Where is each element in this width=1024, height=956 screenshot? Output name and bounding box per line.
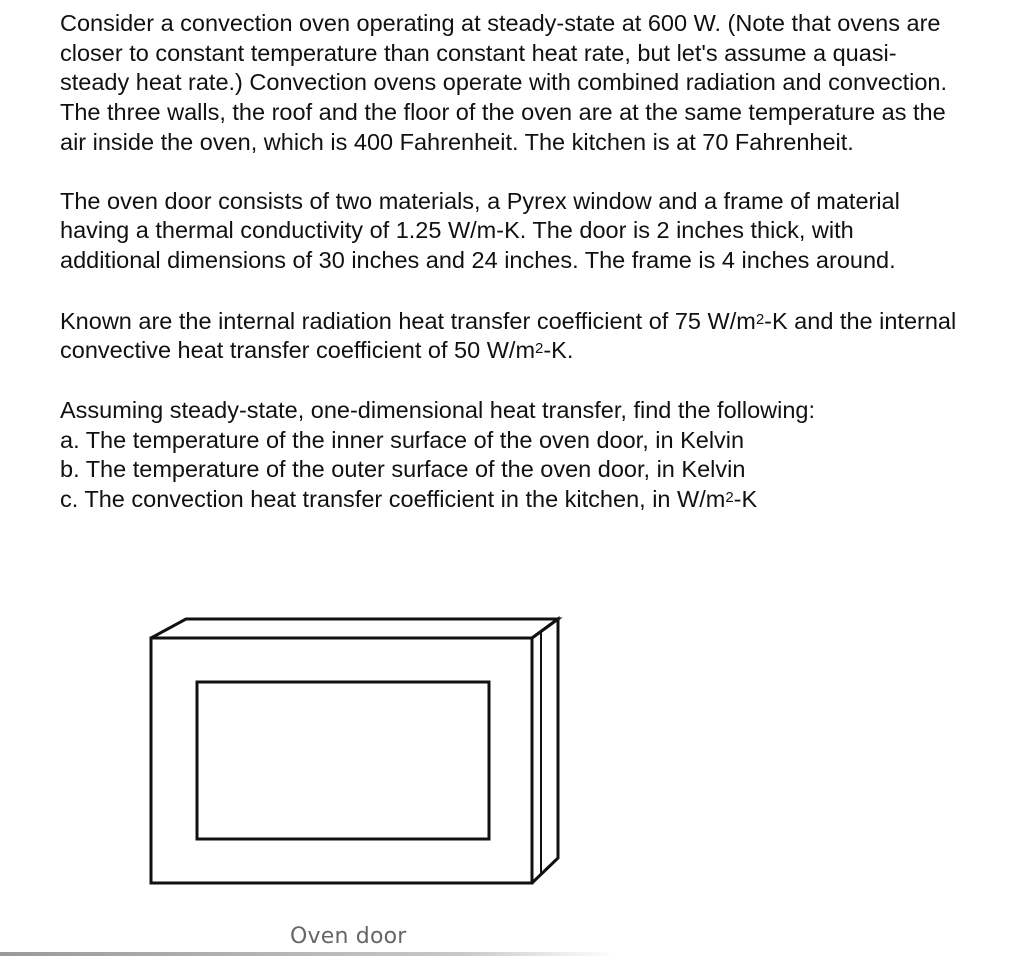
known-text-2: -K and the internal convective heat transfer coefficient of 50 W/m bbox=[60, 307, 957, 364]
door-top-face bbox=[151, 619, 558, 638]
paragraph-intro: Consider a convection oven operating at steady-state at 600 W. (Note that ovens are closer to constant temperature than constant heat rate, but let's assume a quasi-steady heat rate.) Convection ovens operate with combined radiation and convection. The three walls, the roof and the floor of the oven are at the same temperature as the air inside the oven, which is 400 Fahrenheit. The kitchen is at 70 Fahrenheit. bbox=[60, 10, 948, 155]
paragraph-door-description: The oven door consists of two materials, a Pyrex window and a frame of material having a thermal conductivity of 1.25 W/m-K. The door is 2 inches thick, with additional dimensions of 30 inches and 24 inches. The frame is 4 inches around. bbox=[60, 187, 900, 273]
door-side-face bbox=[532, 619, 558, 883]
task-c-tail: -K bbox=[733, 486, 758, 513]
exponent-1: 2 bbox=[755, 310, 765, 328]
task-c-text: c. The convection heat transfer coefficient in the kitchen, in W/m bbox=[60, 486, 726, 513]
tasks-intro: Assuming steady-state, one-dimensional heat transfer, find the following: bbox=[60, 397, 816, 424]
figure-caption: Oven door bbox=[290, 924, 407, 949]
paragraph-tasks bbox=[60, 396, 960, 515]
task-c-exponent: 2 bbox=[725, 489, 734, 507]
pyrex-window bbox=[197, 682, 489, 839]
task-a: a. The temperature of the inner surface of the oven door, in Kelvin bbox=[60, 426, 745, 453]
exponent-2: 2 bbox=[535, 340, 544, 358]
task-c bbox=[60, 485, 960, 515]
bottom-edge-shadow bbox=[0, 952, 1024, 956]
known-text-3: -K. bbox=[543, 337, 574, 364]
known-text-1: Known are the internal radiation heat transfer coefficient of 75 W/m bbox=[60, 307, 756, 334]
task-b: b. The temperature of the outer surface of the oven door, in Kelvin bbox=[60, 456, 746, 483]
door-front-face bbox=[151, 638, 532, 883]
problem-statement bbox=[60, 9, 960, 515]
paragraph-known-coefficients bbox=[60, 307, 960, 366]
